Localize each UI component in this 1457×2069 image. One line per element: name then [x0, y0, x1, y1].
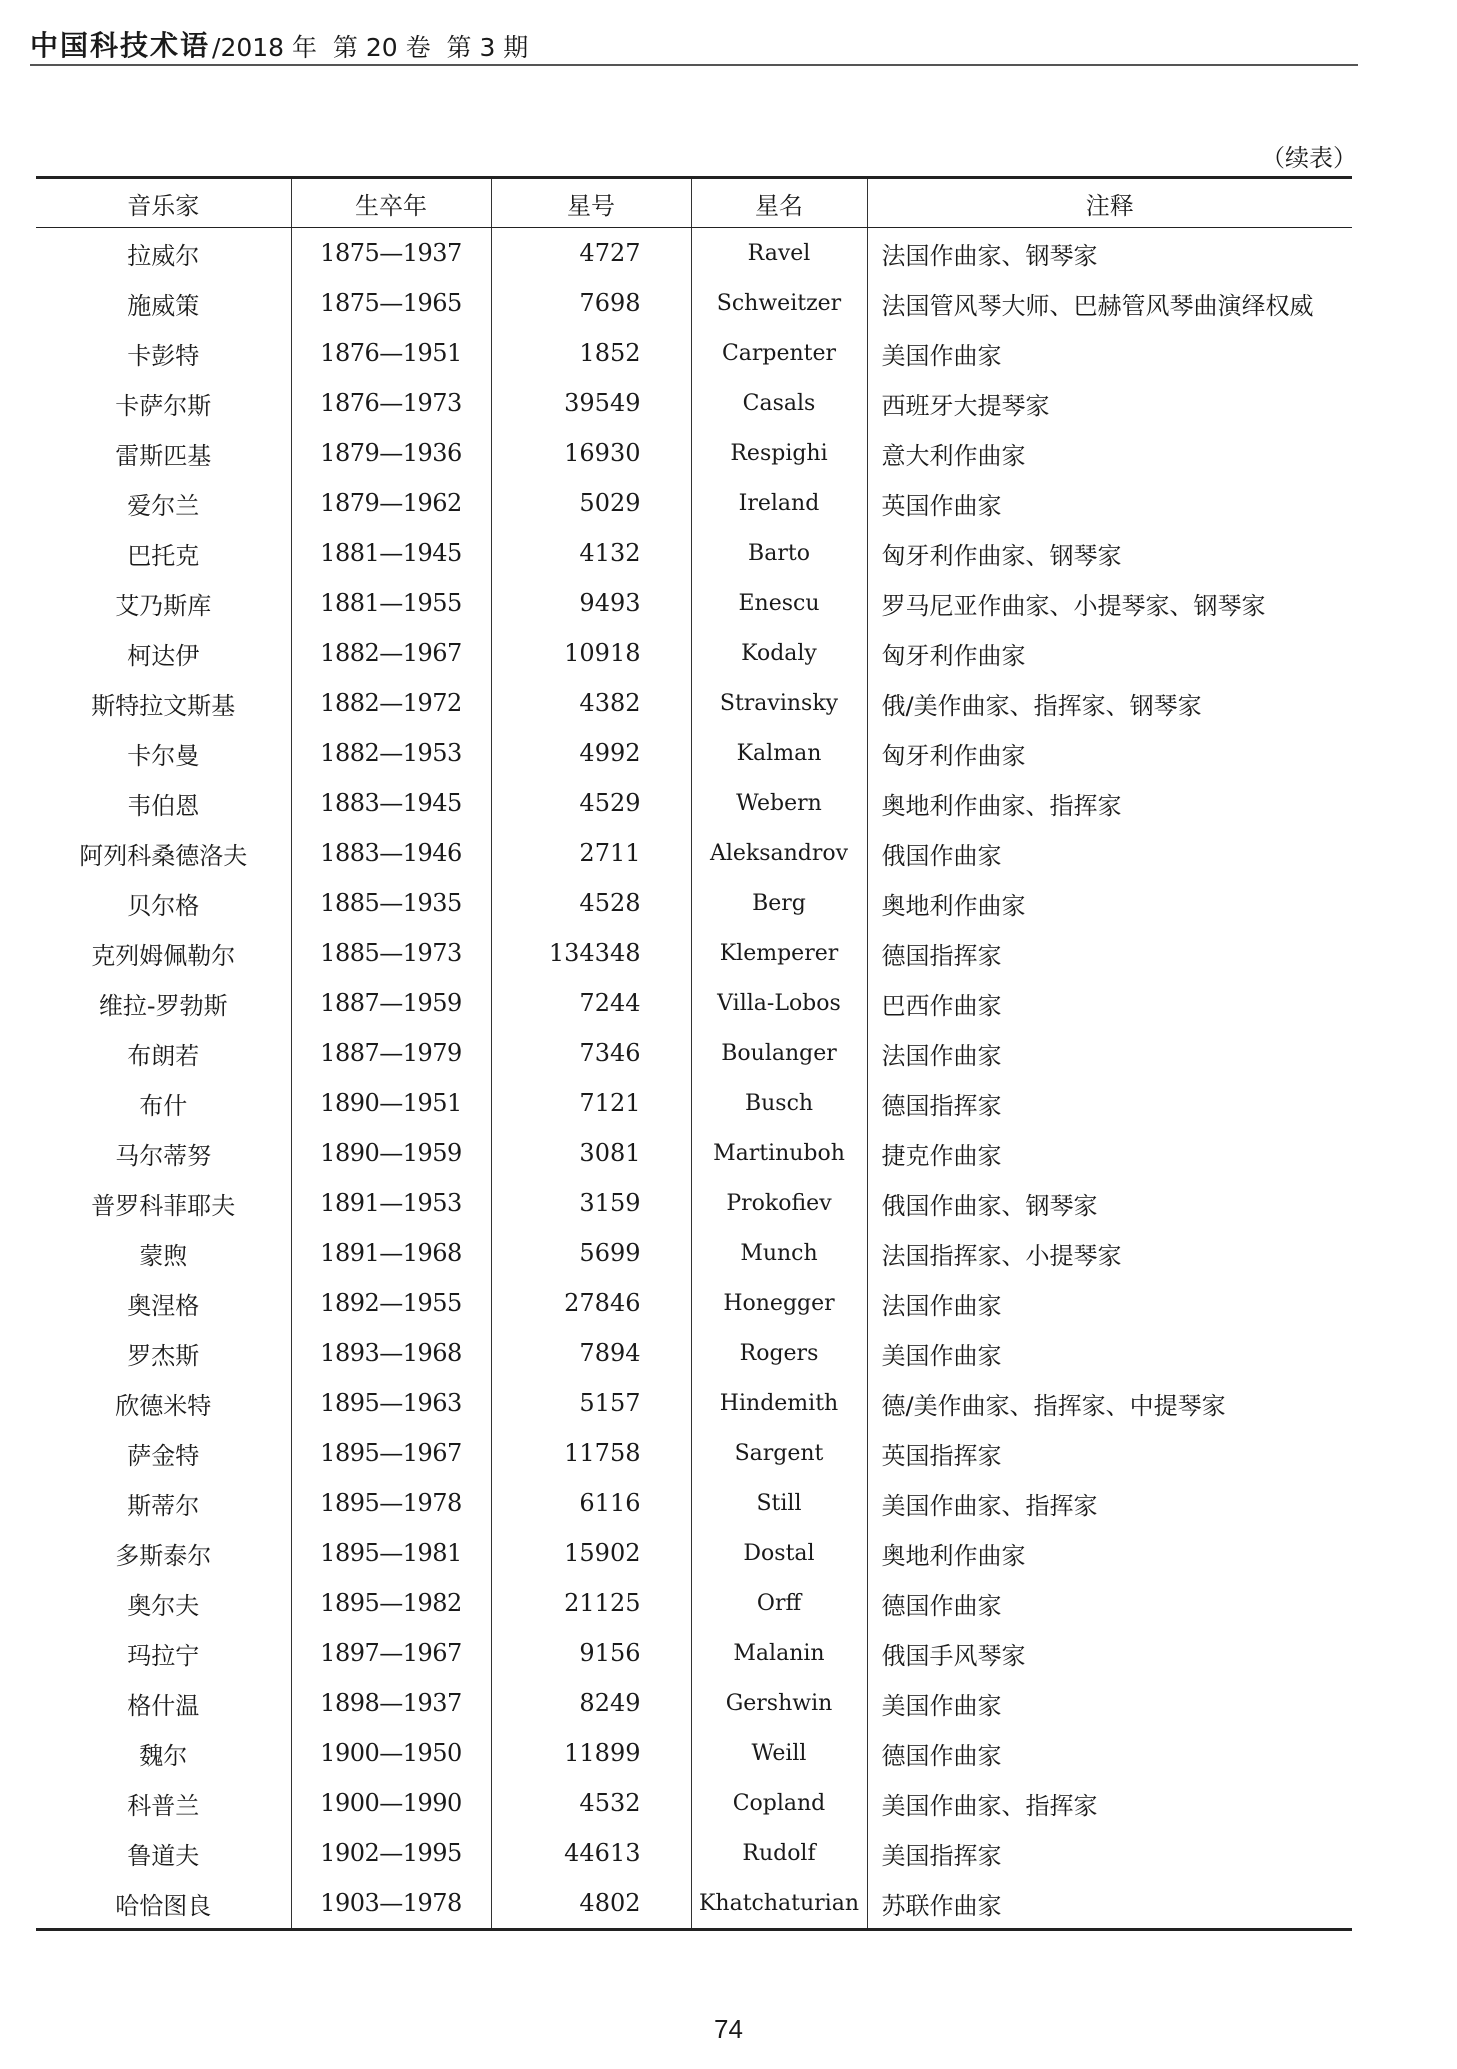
table-row [36, 1678, 1352, 1728]
musician-name-cell: 魏尔 [139, 1741, 188, 1770]
life-years-cell: 1875—1937 [291, 228, 491, 279]
notes-cell: 西班牙大提琴家 [867, 378, 1352, 428]
asteroid-number-cell: 4992 [491, 728, 691, 778]
life-years-cell: 1879—1936 [291, 428, 491, 478]
musician-name-cell: 奥涅格 [127, 1291, 200, 1320]
musician-name-cell: 欣德米特 [115, 1391, 212, 1420]
asteroid-number-cell: 8249 [491, 1678, 691, 1728]
asteroid-name-cell: Malanin [691, 1628, 867, 1678]
asteroid-name-cell: Respighi [691, 428, 867, 478]
asteroid-number-cell: 4727 [491, 228, 691, 279]
notes-cell: 美国作曲家 [867, 1328, 1352, 1378]
table-row [36, 878, 1352, 928]
table-row [36, 1328, 1352, 1378]
life-years-cell: 1891—1953 [291, 1178, 491, 1228]
life-years-cell: 1890—1959 [291, 1128, 491, 1178]
asteroid-number-cell: 9493 [491, 578, 691, 628]
asteroid-number-cell: 4382 [491, 678, 691, 728]
table-row [36, 828, 1352, 878]
table-row [36, 378, 1352, 428]
musician-name-cell: 阿列科桑德洛夫 [79, 841, 248, 870]
notes-cell: 美国作曲家、指挥家 [867, 1478, 1352, 1528]
life-years-cell: 1893—1968 [291, 1328, 491, 1378]
asteroid-name-cell: Sargent [691, 1428, 867, 1478]
asteroid-number-cell: 3159 [491, 1178, 691, 1228]
asteroid-number-cell: 15902 [491, 1528, 691, 1578]
notes-cell: 法国作曲家 [867, 1278, 1352, 1328]
life-years-cell: 1885—1935 [291, 878, 491, 928]
musician-name-cell: 爱尔兰 [127, 491, 200, 520]
life-years-cell: 1891—1968 [291, 1228, 491, 1278]
notes-cell: 奥地利作曲家 [867, 878, 1352, 928]
notes-cell: 匈牙利作曲家、钢琴家 [867, 528, 1352, 578]
asteroid-name-cell: Schweitzer [691, 278, 867, 328]
table-row [36, 1828, 1352, 1878]
asteroid-number-cell: 21125 [491, 1578, 691, 1628]
asteroid-name-cell: Carpenter [691, 328, 867, 378]
table-row [36, 728, 1352, 778]
life-years-cell: 1898—1937 [291, 1678, 491, 1728]
journal-name: 中国科技术语 [30, 29, 211, 62]
running-header [30, 28, 1358, 64]
asteroid-name-cell: Casals [691, 378, 867, 428]
asteroid-number-cell: 27846 [491, 1278, 691, 1328]
notes-cell: 法国管风琴大师、巴赫管风琴曲演绎权威 [867, 278, 1352, 328]
musician-name-cell: 玛拉宁 [127, 1641, 200, 1670]
asteroid-name-cell: Prokofiev [691, 1178, 867, 1228]
asteroid-number-cell: 9156 [491, 1628, 691, 1678]
asteroid-number-cell: 5157 [491, 1378, 691, 1428]
asteroid-number-cell: 3081 [491, 1128, 691, 1178]
life-years-cell: 1879—1962 [291, 478, 491, 528]
musician-name-cell: 蒙煦 [139, 1241, 188, 1270]
table-row [36, 1428, 1352, 1478]
notes-cell: 意大利作曲家 [867, 428, 1352, 478]
page-number: 74 [714, 2014, 743, 2044]
notes-cell: 俄国作曲家 [867, 828, 1352, 878]
musician-name-cell: 普罗科菲耶夫 [91, 1191, 236, 1220]
asteroid-number-cell: 4132 [491, 528, 691, 578]
asteroid-name-cell: Stravinsky [691, 678, 867, 728]
life-years-cell: 1882—1967 [291, 628, 491, 678]
life-years-cell: 1887—1979 [291, 1028, 491, 1078]
asteroid-number-cell: 5029 [491, 478, 691, 528]
table-row [36, 1778, 1352, 1828]
col-header-notes: 注释 [867, 178, 1352, 228]
musician-name-cell: 科普兰 [127, 1791, 200, 1820]
musician-name-cell: 卡尔曼 [127, 741, 200, 770]
notes-cell: 法国指挥家、小提琴家 [867, 1228, 1352, 1278]
table-row [36, 678, 1352, 728]
asteroid-name-cell: Martinuboh [691, 1128, 867, 1178]
table-row [36, 1628, 1352, 1678]
asteroid-number-cell: 4802 [491, 1878, 691, 1930]
musician-name-cell: 艾乃斯库 [115, 591, 212, 620]
musician-name-cell: 维拉-罗勃斯 [98, 991, 228, 1020]
notes-cell: 俄国手风琴家 [867, 1628, 1352, 1678]
asteroid-name-cell: Ireland [691, 478, 867, 528]
asteroid-name-cell: Gershwin [691, 1678, 867, 1728]
asteroid-name-cell: Ravel [691, 228, 867, 279]
col-header-asteroid-number: 星号 [491, 178, 691, 228]
asteroid-name-cell: Enescu [691, 578, 867, 628]
life-years-cell: 1875—1965 [291, 278, 491, 328]
table-row [36, 1478, 1352, 1528]
asteroid-name-cell: Kalman [691, 728, 867, 778]
musician-name-cell: 克列姆佩勒尔 [91, 941, 236, 970]
table-header [36, 178, 1352, 228]
asteroid-name-cell: Aleksandrov [691, 828, 867, 878]
life-years-cell: 1900—1950 [291, 1728, 491, 1778]
table-row [36, 1178, 1352, 1228]
table-row [36, 1578, 1352, 1628]
musician-name-cell: 柯达伊 [127, 641, 200, 670]
life-years-cell: 1881—1945 [291, 528, 491, 578]
table-row [36, 1078, 1352, 1128]
table-row [36, 978, 1352, 1028]
asteroid-number-cell: 44613 [491, 1828, 691, 1878]
musician-name-cell: 布朗若 [127, 1041, 200, 1070]
musician-name-cell: 拉威尔 [127, 241, 200, 270]
asteroid-number-cell: 39549 [491, 378, 691, 428]
asteroid-name-cell: Barto [691, 528, 867, 578]
notes-cell: 英国作曲家 [867, 478, 1352, 528]
musician-name-cell: 布什 [139, 1091, 188, 1120]
asteroid-number-cell: 1852 [491, 328, 691, 378]
asteroid-name-cell: Still [691, 1478, 867, 1528]
musician-name-cell: 卡彭特 [127, 341, 200, 370]
asteroid-name-cell: Khatchaturian [691, 1878, 867, 1930]
asteroid-name-cell: Kodaly [691, 628, 867, 678]
table-row [36, 1528, 1352, 1578]
table-row [36, 578, 1352, 628]
notes-cell: 罗马尼亚作曲家、小提琴家、钢琴家 [867, 578, 1352, 628]
asteroid-name-cell: Rudolf [691, 1828, 867, 1878]
asteroid-number-cell: 7121 [491, 1078, 691, 1128]
life-years-cell: 1895—1963 [291, 1378, 491, 1428]
col-header-musician: 音乐家 [36, 178, 291, 228]
musician-name-cell: 萨金特 [127, 1441, 200, 1470]
notes-cell: 俄/美作曲家、指挥家、钢琴家 [867, 678, 1352, 728]
asteroid-number-cell: 4532 [491, 1778, 691, 1828]
col-header-asteroid-name: 星名 [691, 178, 867, 228]
asteroid-name-cell: Villa-Lobos [691, 978, 867, 1028]
notes-cell: 德/美作曲家、指挥家、中提琴家 [867, 1378, 1352, 1428]
notes-cell: 奥地利作曲家、指挥家 [867, 778, 1352, 828]
life-years-cell: 1892—1955 [291, 1278, 491, 1328]
life-years-cell: 1883—1946 [291, 828, 491, 878]
life-years-cell: 1883—1945 [291, 778, 491, 828]
asteroid-number-cell: 7244 [491, 978, 691, 1028]
musician-name-cell: 罗杰斯 [127, 1341, 200, 1370]
notes-cell: 法国作曲家、钢琴家 [867, 228, 1352, 279]
asteroid-name-cell: Berg [691, 878, 867, 928]
notes-cell: 德国指挥家 [867, 928, 1352, 978]
asteroid-name-cell: Munch [691, 1228, 867, 1278]
asteroid-name-cell: Boulanger [691, 1028, 867, 1078]
table-row [36, 1228, 1352, 1278]
table-row [36, 528, 1352, 578]
life-years-cell: 1895—1978 [291, 1478, 491, 1528]
musician-name-cell: 巴托克 [127, 541, 200, 570]
musician-name-cell: 多斯泰尔 [115, 1541, 212, 1570]
asteroid-number-cell: 5699 [491, 1228, 691, 1278]
table-row [36, 628, 1352, 678]
musician-name-cell: 卡萨尔斯 [115, 391, 212, 420]
musician-name-cell: 格什温 [127, 1691, 200, 1720]
musician-name-cell: 鲁道夫 [127, 1841, 200, 1870]
musician-name-cell: 斯特拉文斯基 [91, 691, 236, 720]
notes-cell: 德国作曲家 [867, 1578, 1352, 1628]
asteroid-number-cell: 10918 [491, 628, 691, 678]
life-years-cell: 1900—1990 [291, 1778, 491, 1828]
musician-name-cell: 哈恰图良 [36, 1878, 291, 1930]
life-years-cell: 1876—1973 [291, 378, 491, 428]
issue-info: /2018 年 第 20 卷 第 3 期 [212, 33, 529, 62]
notes-cell: 美国作曲家 [867, 1678, 1352, 1728]
notes-cell: 匈牙利作曲家 [867, 628, 1352, 678]
life-years-cell: 1881—1955 [291, 578, 491, 628]
asteroid-name-cell: Dostal [691, 1528, 867, 1578]
notes-cell: 苏联作曲家 [867, 1878, 1352, 1930]
life-years-cell: 1882—1972 [291, 678, 491, 728]
asteroid-number-cell: 16930 [491, 428, 691, 478]
notes-cell: 捷克作曲家 [867, 1128, 1352, 1178]
life-years-cell: 1902—1995 [291, 1828, 491, 1878]
asteroid-number-cell: 6116 [491, 1478, 691, 1528]
col-header-years: 生卒年 [291, 178, 491, 228]
life-years-cell: 1895—1982 [291, 1578, 491, 1628]
asteroid-number-cell: 7894 [491, 1328, 691, 1378]
asteroid-name-cell: Honegger [691, 1278, 867, 1328]
notes-cell: 美国作曲家 [867, 328, 1352, 378]
life-years-cell: 1897—1967 [291, 1628, 491, 1678]
table-row [36, 428, 1352, 478]
musician-name-cell: 奥尔夫 [127, 1591, 200, 1620]
table-row [36, 1128, 1352, 1178]
notes-cell: 英国指挥家 [867, 1428, 1352, 1478]
notes-cell: 德国作曲家 [867, 1728, 1352, 1778]
asteroid-number-cell: 7698 [491, 278, 691, 328]
header-rule [30, 64, 1358, 66]
table-row [36, 1728, 1352, 1778]
life-years-cell: 1885—1973 [291, 928, 491, 978]
asteroid-name-cell: Weill [691, 1728, 867, 1778]
notes-cell: 美国指挥家 [867, 1828, 1352, 1878]
asteroid-number-cell: 11758 [491, 1428, 691, 1478]
table-header-row [36, 178, 1352, 228]
asteroid-name-cell: Orff [691, 1578, 867, 1628]
asteroid-number-cell: 4529 [491, 778, 691, 828]
asteroid-name-cell: Webern [691, 778, 867, 828]
asteroid-name-cell: Hindemith [691, 1378, 867, 1428]
table-row [36, 328, 1352, 378]
asteroid-number-cell: 134348 [491, 928, 691, 978]
notes-cell: 美国作曲家、指挥家 [867, 1778, 1352, 1828]
musician-name-cell: 贝尔格 [127, 891, 200, 920]
table-row [36, 1878, 1352, 1930]
table-row [36, 228, 1352, 279]
table-row [36, 1278, 1352, 1328]
life-years-cell: 1887—1959 [291, 978, 491, 1028]
notes-cell: 巴西作曲家 [867, 978, 1352, 1028]
musician-name-cell: 斯蒂尔 [127, 1491, 200, 1520]
musician-name-cell: 马尔蒂努 [115, 1141, 212, 1170]
notes-cell: 德国指挥家 [867, 1078, 1352, 1128]
table-row [36, 1378, 1352, 1428]
life-years-cell: 1895—1967 [291, 1428, 491, 1478]
table-row [36, 478, 1352, 528]
life-years-cell: 1882—1953 [291, 728, 491, 778]
musician-name-cell: 施威策 [127, 291, 200, 320]
asteroid-number-cell: 7346 [491, 1028, 691, 1078]
asteroid-name-cell: Klemperer [691, 928, 867, 978]
life-years-cell: 1876—1951 [291, 328, 491, 378]
notes-cell: 奥地利作曲家 [867, 1528, 1352, 1578]
musician-name-cell: 韦伯恩 [127, 791, 200, 820]
asteroid-name-cell: Busch [691, 1078, 867, 1128]
asteroid-number-cell: 11899 [491, 1728, 691, 1778]
asteroid-number-cell: 2711 [491, 828, 691, 878]
notes-cell: 俄国作曲家、钢琴家 [867, 1178, 1352, 1228]
table-row [36, 778, 1352, 828]
life-years-cell: 1890—1951 [291, 1078, 491, 1128]
asteroid-name-cell: Copland [691, 1778, 867, 1828]
musicians-table [36, 176, 1352, 1931]
musician-name-cell: 雷斯匹基 [115, 441, 212, 470]
life-years-cell: 1903—1978 [291, 1878, 491, 1930]
table-row [36, 928, 1352, 978]
notes-cell: 法国作曲家 [867, 1028, 1352, 1078]
table-body [36, 228, 1352, 1930]
table-row [36, 1028, 1352, 1078]
notes-cell: 匈牙利作曲家 [867, 728, 1352, 778]
life-years-cell: 1895—1981 [291, 1528, 491, 1578]
asteroid-number-cell: 4528 [491, 878, 691, 928]
table-row [36, 278, 1352, 328]
continued-label: （续表） [1261, 144, 1357, 172]
asteroid-name-cell: Rogers [691, 1328, 867, 1378]
